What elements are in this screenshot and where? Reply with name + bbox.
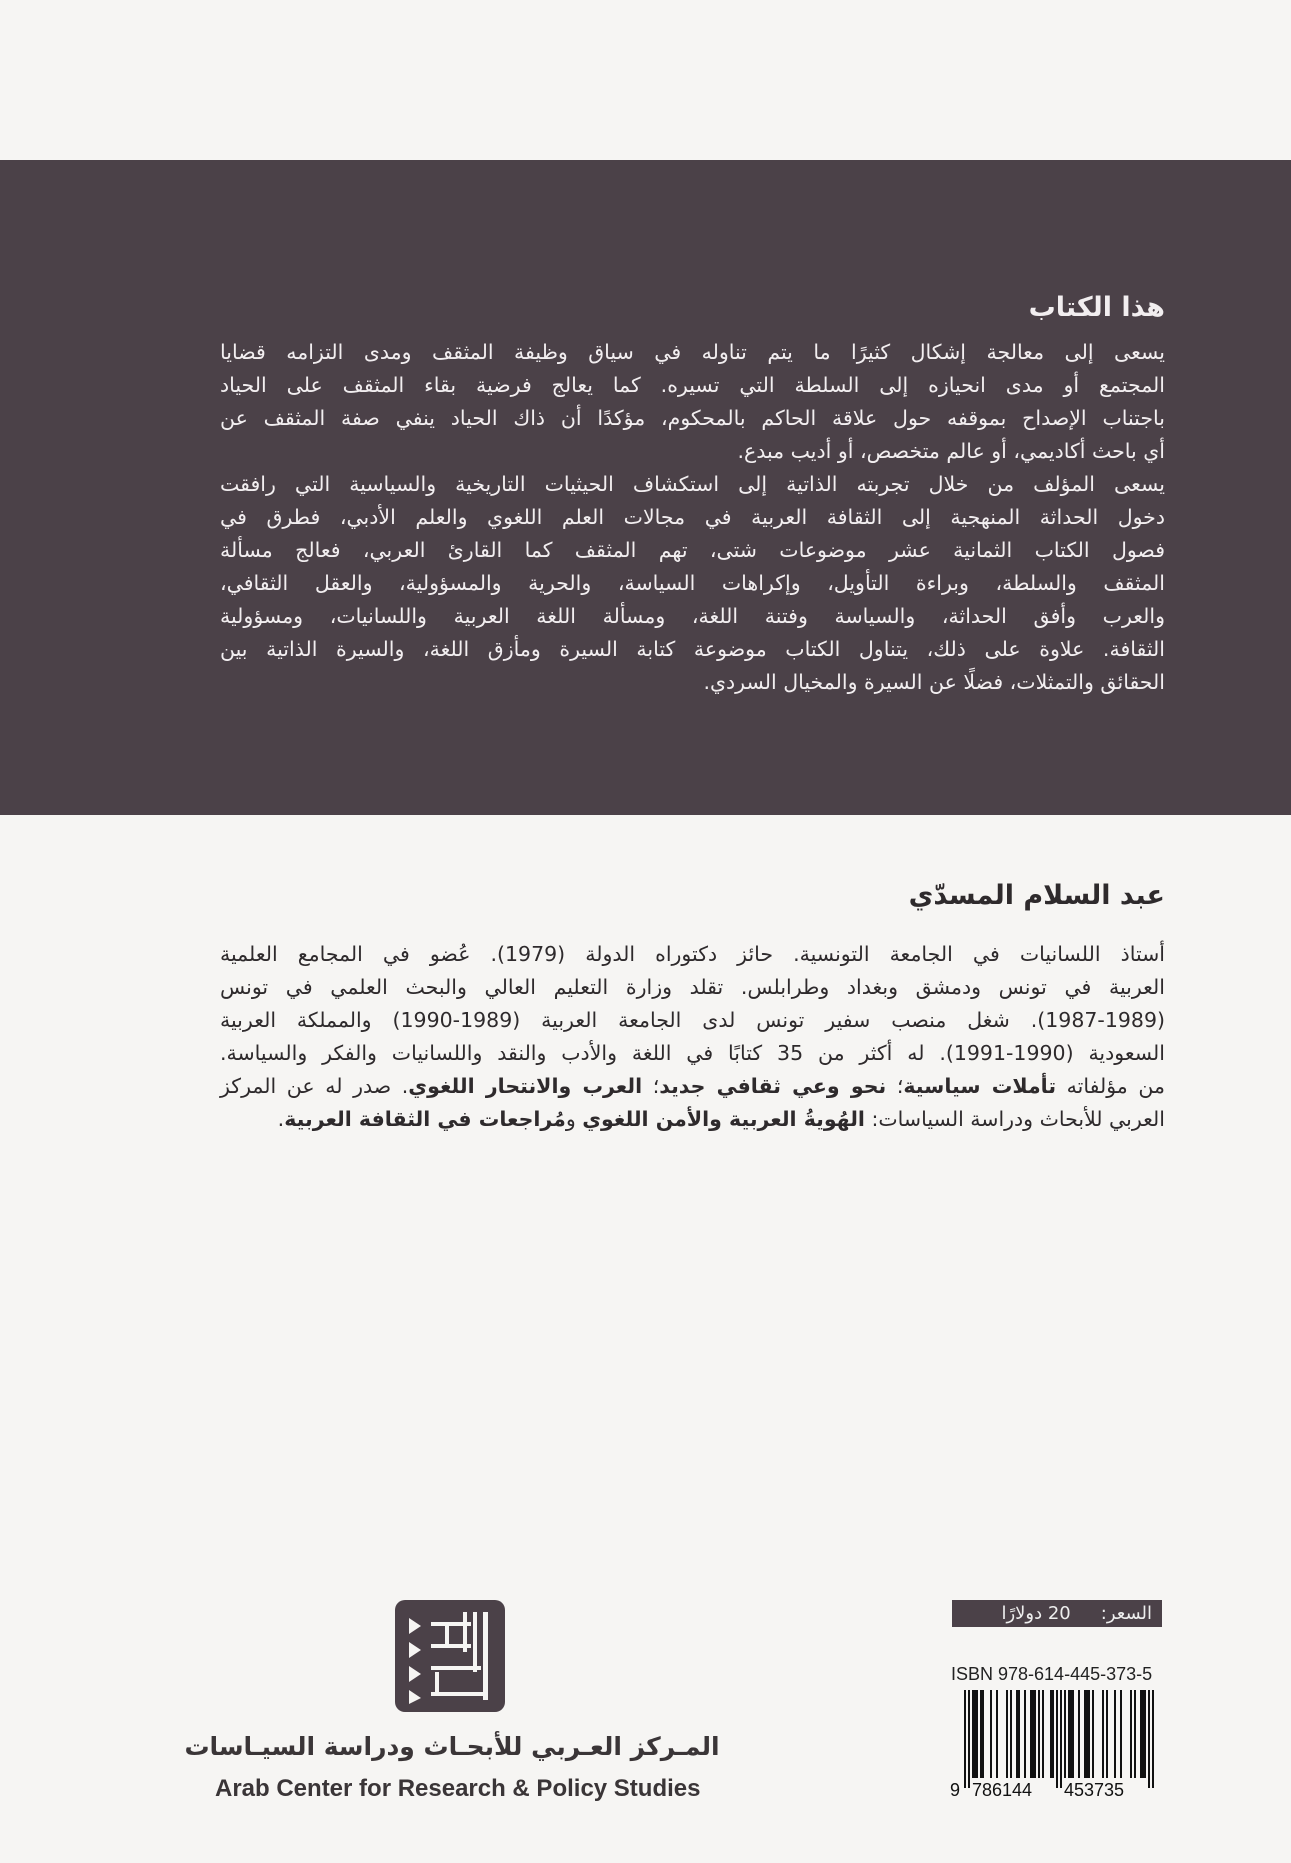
book-title: مُراجعات في الثقافة العربية (284, 1107, 566, 1131)
author-bio-line (220, 971, 1165, 1004)
about-text-line: الحقائق والتمثلات، فضلًا عن السيرة والمخيال السردي. (703, 670, 1165, 694)
book-title: نحو وعي ثقافي جديد (659, 1074, 887, 1098)
bio-text: ؛ (642, 1074, 660, 1098)
barcode-digits: 786144 (972, 1780, 1033, 1800)
barcode-bar (1050, 1690, 1052, 1778)
barcode-bar (1010, 1690, 1012, 1778)
about-text-line: المجتمع أو مدى انحيازه إلى السلطة التي تسيره. كما يعالج فرضية بقاء المثقف على الحياد (220, 373, 1165, 397)
publisher-logo (395, 1600, 505, 1712)
bio-text: من مؤلفاته (1056, 1074, 1165, 1098)
about-text-line: دخول الحداثة المنهجية إلى الثقافة العربية في مجالات العلم اللغوي والعلم الأدبي، فطرق في (220, 505, 1165, 529)
about-text-line: باجتناب الإصداح بموقفه حول علاقة الحاكم بالمحكوم، مؤكدًا أن ذاك الحياد ينفي صفة المثقف عن (220, 406, 1165, 430)
barcode-bar (1086, 1690, 1088, 1778)
publisher-name-arabic: المـركز العـربي للأبحـاث ودراسة السيـاسات (184, 1732, 720, 1761)
isbn-text: ISBN 978-614-445-373-5 (951, 1664, 1153, 1684)
barcode-bar (1106, 1690, 1108, 1778)
barcode-bar (1072, 1690, 1074, 1778)
barcode-bar (1092, 1690, 1094, 1778)
barcode-bar (1064, 1690, 1066, 1778)
barcode-bar (964, 1690, 966, 1788)
author-bio-line (220, 1037, 1165, 1070)
barcode-bar (1032, 1690, 1034, 1778)
barcode-bar (1016, 1690, 1018, 1778)
barcode-bar (982, 1690, 984, 1778)
barcode-bar (1038, 1690, 1040, 1778)
barcode-bar (1018, 1690, 1020, 1778)
barcode-bar (1042, 1690, 1044, 1778)
barcode-bar (1052, 1690, 1054, 1778)
bio-text: العربية في تونس ودمشق وبغداد وطرابلس. تقلد وزارة التعليم العالي والبحث العلمي في تونس (220, 975, 1165, 999)
about-section (220, 288, 1165, 699)
barcode-bar (1148, 1690, 1150, 1788)
barcode (948, 1690, 1163, 1800)
barcode-bar (1134, 1690, 1136, 1778)
barcode-bar (1102, 1690, 1104, 1778)
publisher-name-english: Arab Center for Research & Policy Studies (215, 1775, 701, 1802)
price-label (952, 1600, 1162, 1627)
barcode-bar (990, 1690, 992, 1778)
bio-text: ؛ (886, 1074, 904, 1098)
barcode-bar (1060, 1690, 1062, 1788)
about-text-line: والعرب وأفق الحداثة، والسياسة وفتنة اللغة، ومسألة اللغة العربية واللسانيات، ومسؤولية (220, 604, 1165, 628)
author-bio-line (220, 938, 1165, 971)
barcode-bar (1142, 1690, 1144, 1778)
bio-text: العربي للأبحاث ودراسة السياسات: (864, 1107, 1165, 1131)
about-text-line: يسعى المؤلف من خلال تجربته الذاتية إلى استكشاف الحيثيات التاريخية والسياسية التي رافقت (220, 472, 1165, 496)
barcode-bar (972, 1690, 974, 1778)
price-title: السعر: (1100, 1603, 1152, 1624)
bio-text: . صدر له عن المركز (220, 1074, 409, 1098)
barcode-bar (1144, 1690, 1146, 1778)
logo-mark-icon (395, 1600, 505, 1712)
author-bio-line (220, 1070, 1165, 1103)
barcode-bar (1056, 1690, 1058, 1788)
barcode-bar (996, 1690, 998, 1778)
author-bio-line (220, 1103, 1165, 1136)
barcode-bar (1152, 1690, 1154, 1788)
about-text-line: الثقافة. علاوة على ذلك، يتناول الكتاب موضوعة كتابة السيرة ومأزق اللغة، والسيرة الذاتية بين (220, 637, 1165, 661)
barcode-bar (974, 1690, 976, 1778)
bio-text: السعودية (1990-1991). له أكثر من 35 كتابًا في اللغة والأدب والنقد واللسانيات والفكر والسياسة. (220, 1041, 1165, 1065)
about-heading: هذا الكتاب (1028, 292, 1165, 323)
bio-text: و (565, 1107, 583, 1131)
bio-text: (1987-1989). شغل منصب سفير تونس لدى الجامعة العربية (1989-1990) والمملكة العربية (220, 1008, 1165, 1032)
about-text-line: المثقف والسلطة، وبراءة التأويل، وإكراهات السياسة، والحرية والمسؤولية، والعقل الثقافي، (220, 571, 1165, 595)
about-text-line: أي باحث أكاديمي، أو عالم متخصص، أو أديب مبدع. (737, 439, 1165, 463)
barcode-bar (1088, 1690, 1090, 1778)
barcode-bar (1034, 1690, 1036, 1778)
barcode-bar (1070, 1690, 1072, 1778)
about-text-line: فصول الكتاب الثمانية عشر موضوعات شتى، تهم المثقف كما القارئ العربي، فعالج مسألة (220, 538, 1165, 562)
barcode-bar (1006, 1690, 1008, 1778)
about-text-line: يسعى إلى معالجة إشكال كثيرًا ما يتم تناوله في سياق وظيفة المثقف ومدى التزامه قضايا (220, 340, 1165, 364)
barcode-bar (980, 1690, 982, 1778)
barcode-bar (1024, 1690, 1026, 1778)
bio-text: . (277, 1107, 285, 1131)
barcode-bar (976, 1690, 978, 1778)
barcode-bar (1084, 1690, 1086, 1778)
barcode-bar (1114, 1690, 1116, 1778)
barcode-bar (1030, 1690, 1032, 1778)
barcode-bar (968, 1690, 970, 1788)
price-value: 20 دولارًا (1001, 1603, 1071, 1624)
author-name: عبد السلام المسدّي (908, 880, 1165, 911)
author-section (220, 876, 1165, 1136)
barcode-bar (1078, 1690, 1080, 1778)
barcode-bar (1068, 1690, 1070, 1778)
book-title: العرب والانتحار اللغوي (408, 1074, 643, 1098)
bio-text: أستاذ اللسانيات في الجامعة التونسية. حائز دكتوراه الدولة (1979). عُضو في المجامع العلمية (220, 942, 1165, 966)
book-title: تأملات سياسية (903, 1074, 1057, 1098)
barcode-digits: 9 (950, 1780, 961, 1800)
book-title: الهُويةُ العربية والأمن اللغوي (582, 1107, 865, 1131)
barcode-digits: 453735 (1064, 1780, 1125, 1800)
barcode-bar (1130, 1690, 1132, 1778)
barcode-bar (1120, 1690, 1122, 1778)
author-bio-line (220, 1004, 1165, 1037)
barcode-bar (1140, 1690, 1142, 1778)
